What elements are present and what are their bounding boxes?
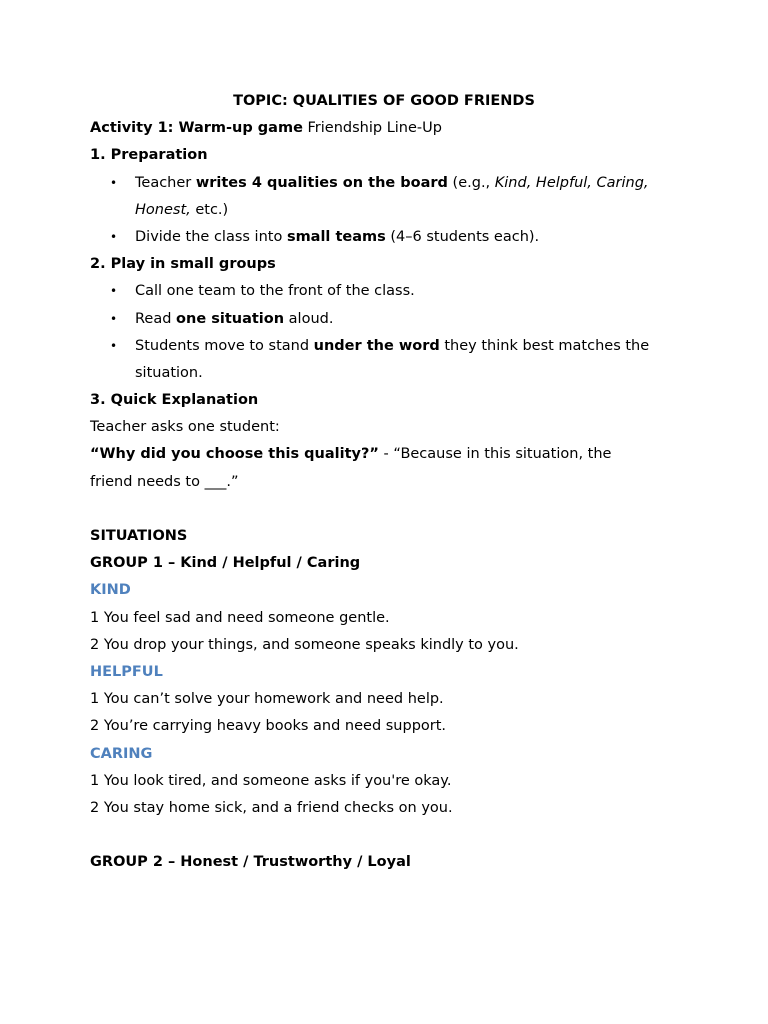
list-item-continuation bbox=[90, 197, 690, 224]
text-run: (4–6 students each). bbox=[385, 228, 540, 245]
bullet-icon: • bbox=[110, 284, 118, 299]
step2-heading: 2. Play in small groups bbox=[90, 256, 276, 273]
list-item bbox=[90, 170, 690, 197]
text-run-bold: writes 4 qualities on the board bbox=[195, 174, 448, 191]
activity-label: Activity 1: Warm-up game bbox=[90, 120, 303, 137]
situation-item: 1 You look tired, and someone asks if you're okay. bbox=[90, 772, 452, 789]
situation-item: 2 You drop your things, and someone speaks kindly to you. bbox=[90, 636, 519, 653]
category-kind: KIND bbox=[90, 582, 131, 599]
text-run: Call one team to the front of the class. bbox=[135, 283, 415, 300]
text-run: (e.g., bbox=[447, 174, 495, 191]
bullet-icon: • bbox=[110, 338, 118, 353]
text-run: situation. bbox=[135, 364, 203, 381]
text-run: Students move to stand bbox=[135, 337, 314, 354]
spacer bbox=[90, 822, 690, 849]
list-item bbox=[90, 306, 690, 333]
text-run-bold: one situation bbox=[176, 310, 285, 327]
list-item bbox=[90, 224, 690, 251]
situation-item: 1 You can’t solve your homework and need help. bbox=[90, 691, 444, 708]
text-run-italic: Kind, Helpful, Caring, bbox=[494, 174, 649, 191]
activity-line bbox=[90, 115, 690, 142]
step3-answer-continuation: friend needs to ___.” bbox=[90, 473, 239, 490]
bullet-icon: • bbox=[110, 229, 118, 244]
text-run: etc.) bbox=[190, 201, 229, 218]
bullet-icon: • bbox=[110, 175, 118, 190]
situations-heading: SITUATIONS bbox=[90, 528, 188, 544]
step3-answer: - “Because in this situation, the bbox=[378, 446, 612, 463]
category-caring: CARING bbox=[90, 745, 153, 762]
bullet-icon: • bbox=[110, 311, 118, 326]
activity-name: Friendship Line-Up bbox=[307, 120, 442, 137]
situation-item: 2 You stay home sick, and a friend checks on you. bbox=[90, 799, 453, 816]
step3-heading: 3. Quick Explanation bbox=[90, 392, 259, 409]
text-run: they think best matches the bbox=[439, 337, 650, 354]
group2-heading: GROUP 2 – Honest / Trustworthy / Loyal bbox=[90, 854, 411, 871]
spacer bbox=[90, 496, 690, 523]
text-run-bold: under the word bbox=[313, 337, 440, 354]
list-item-continuation bbox=[90, 360, 690, 387]
situation-item: 2 You’re carrying heavy books and need support. bbox=[90, 718, 447, 735]
document-page bbox=[90, 88, 690, 876]
step3-question-line bbox=[90, 441, 690, 468]
step3-intro: Teacher asks one student: bbox=[90, 419, 280, 436]
text-run: aloud. bbox=[284, 310, 334, 327]
page-title: TOPIC: QUALITIES OF GOOD FRIENDS bbox=[233, 93, 535, 109]
step1-heading: 1. Preparation bbox=[90, 147, 208, 164]
text-run: Teacher bbox=[135, 174, 196, 191]
text-run: Read bbox=[135, 310, 177, 327]
group1-heading: GROUP 1 – Kind / Helpful / Caring bbox=[90, 555, 361, 572]
list-item bbox=[90, 333, 690, 360]
step3-question: “Why did you choose this quality?” bbox=[90, 446, 379, 463]
text-run-italic: Honest, bbox=[135, 201, 191, 218]
text-run-bold: small teams bbox=[286, 228, 386, 245]
list-item bbox=[90, 278, 690, 305]
situation-item: 1 You feel sad and need someone gentle. bbox=[90, 609, 390, 626]
text-run: Divide the class into bbox=[135, 228, 287, 245]
category-helpful: HELPFUL bbox=[90, 663, 163, 680]
